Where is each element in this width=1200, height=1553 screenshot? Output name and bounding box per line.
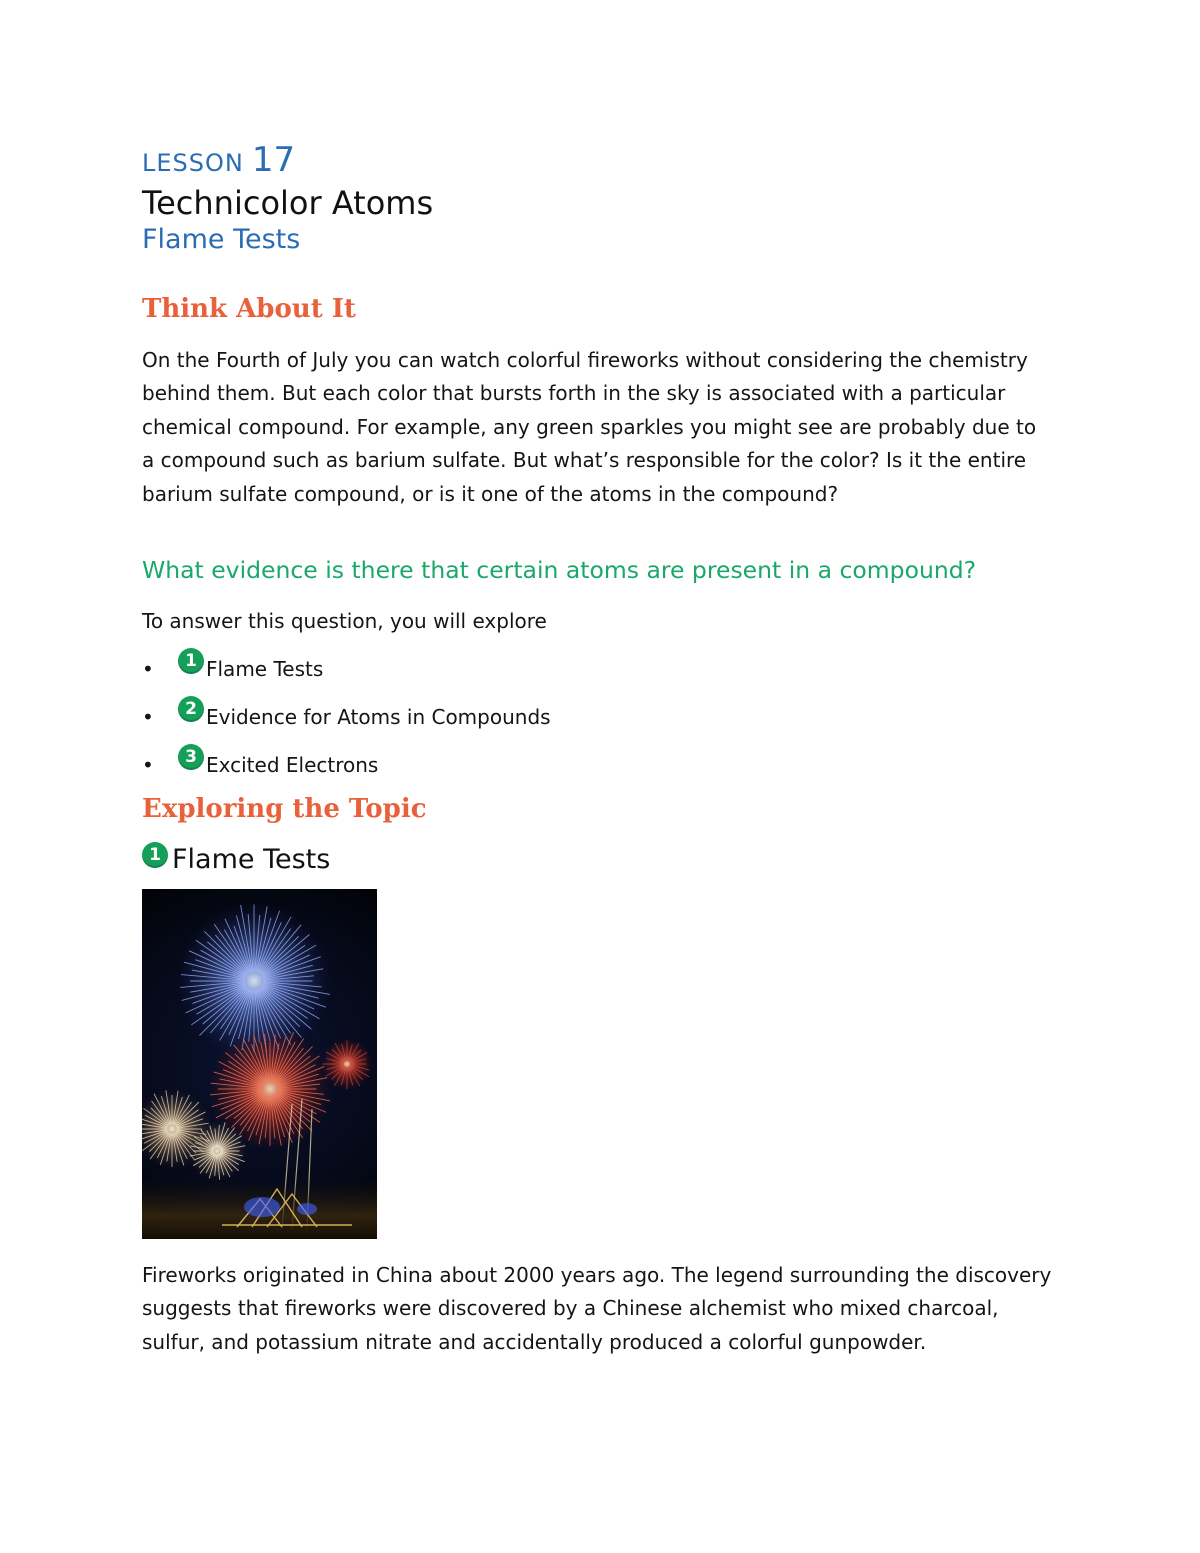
fireworks-history-paragraph: Fireworks originated in China about 2000 years ago. The legend surrounding the discovery suggests that fireworks were discovered by a Chinese alchemist who mixed charcoal, sulfur, and potassium nitrate and accidentally produced a colorful gunpowder. [142, 1263, 1052, 1354]
focus-question: What evidence is there that certain atoms are present in a compound? [142, 556, 977, 584]
think-about-it-paragraph: On the Fourth of July you can watch colorful fireworks without considering the chemistry behind them. But each color that bursts forth in the sky is associated with a particular chemical compound. For example, any green sparkles you might see are probably due to a compound such as barium sulfate. But what’s responsible for the color? Is it the entire barium sulfate compound, or is it one of the atoms in the compound? [142, 348, 1037, 506]
lesson-number: 17 [251, 140, 296, 180]
number-two-icon: 2 [178, 696, 204, 722]
number-three-icon: 3 [178, 744, 204, 770]
explore-intro: To answer this question, you will explore [142, 609, 547, 633]
explore-item-label: Evidence for Atoms in Compounds [206, 705, 551, 729]
fireworks-photo-image [142, 889, 377, 1239]
think-about-it-heading: Think About It [142, 294, 356, 324]
explore-item-label: Flame Tests [206, 657, 324, 681]
explore-item-label: Excited Electrons [206, 753, 379, 777]
bullet-icon: • [142, 753, 154, 777]
page-title: Technicolor Atoms [142, 184, 434, 222]
lesson-word: LESSON [142, 149, 244, 177]
fireworks-photo [142, 889, 377, 1239]
number-one-icon: 1 [142, 842, 168, 868]
number-one-icon: 1 [178, 648, 204, 674]
exploring-topic-heading: Exploring the Topic [142, 794, 427, 824]
lesson-label [142, 140, 295, 180]
page-subtitle: Flame Tests [142, 224, 301, 255]
bullet-icon: • [142, 705, 154, 729]
section-title: Flame Tests [172, 844, 331, 875]
bullet-icon: • [142, 657, 154, 681]
